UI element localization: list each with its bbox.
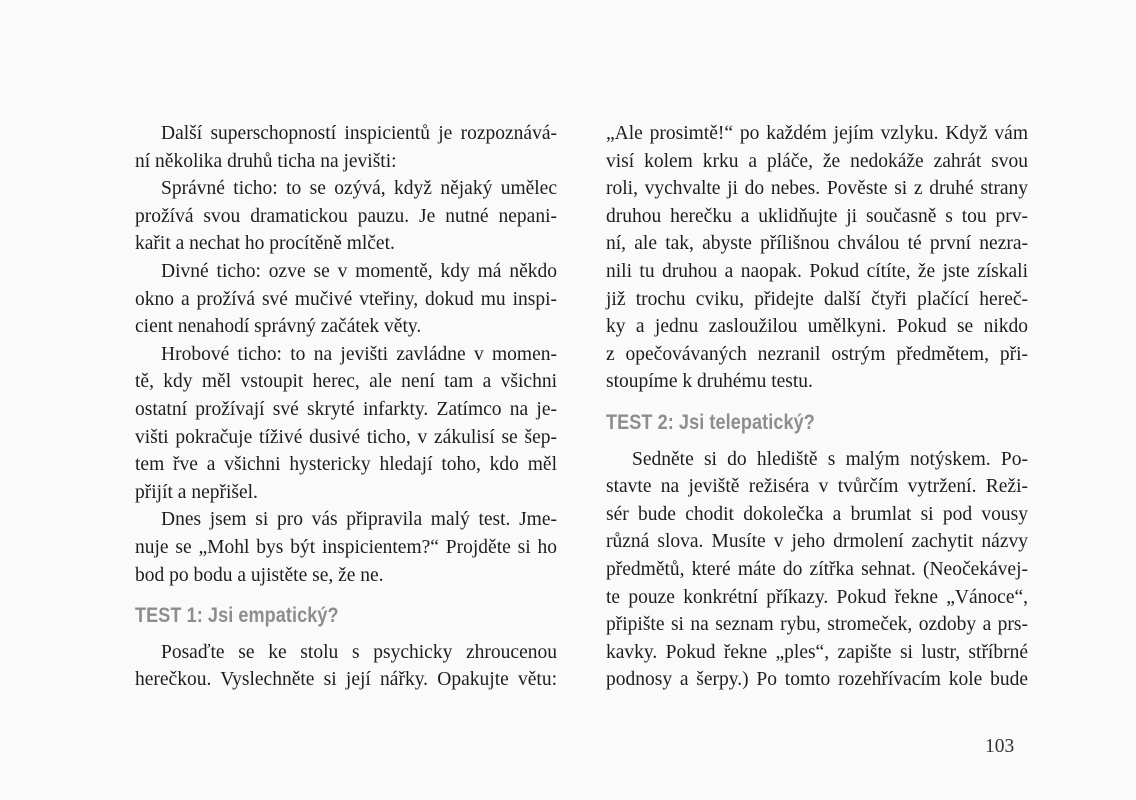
text-line: z opečovávaných nezranil ostrým předmětem, při- xyxy=(606,343,1028,365)
text-line: Sedněte si do hlediště s malým notýskem. Po- xyxy=(632,448,1028,470)
text-line: tě, kdy měl vstoupit herec, ale není tam a všichni xyxy=(135,371,557,393)
text-line: ostatní prožívají své skryté infarkty. Zatímco na je- xyxy=(135,398,557,420)
text-line: okno a prožívá své mučivé vteřiny, dokud mu inspi- xyxy=(135,288,557,310)
text-line: herečkou. Vyslechněte si její nářky. Opakujte větu: xyxy=(135,669,557,691)
left-text-column xyxy=(135,120,557,694)
text-line: ky a jednu zasloužilou umělkyni. Pokud se nikdo xyxy=(606,316,1028,338)
text-line: předmětů, které máte do zítřka sehnat. (Neočekávej- xyxy=(606,558,1028,580)
text-line: již trochu cviku, přidejte další čtyři plačící hereč- xyxy=(606,288,1028,310)
text-line: roli, vychvalte ji do nebes. Pověste si z druhé strany xyxy=(606,178,1028,200)
text-line: Divné ticho: ozve se v momentě, kdy má někdo xyxy=(161,260,557,282)
text-line: ní, ale tak, abyste přílišnou chválou té první nezra- xyxy=(606,233,1028,255)
text-line: Dnes jsem si pro vás připravila malý test. Jme- xyxy=(161,509,557,531)
text-line: nuje se „Mohl bys být inspicientem?“ Projděte si ho xyxy=(135,536,557,558)
text-line: sér bude chodit dokolečka a brumlat si pod vousy xyxy=(606,503,1028,525)
text-line: Posaďte se ke stolu s psychicky zhroucenou xyxy=(161,641,557,663)
page-number: 103 xyxy=(985,736,1015,757)
text-line: cient nenahodí správný začátek věty. xyxy=(135,316,422,338)
text-line: připište si na seznam rybu, stromeček, ozdoby a prs- xyxy=(606,614,1028,636)
paragraph xyxy=(606,446,1028,694)
paragraph xyxy=(135,175,557,258)
paragraph xyxy=(135,639,557,694)
text-line: bod po bodu a ujistěte se, že ne. xyxy=(135,564,384,586)
text-line: te pouze konkrétní příkazy. Pokud řekne „Vánoce“, xyxy=(606,586,1028,608)
text-line: podnosy a šerpy.) Po tomto rozehřívacím kole bude xyxy=(606,669,1028,691)
text-line: Hrobové ticho: to na jevišti zavládne v momen- xyxy=(161,343,557,365)
text-line: „Ale prosimtě!“ po každém jejím vzlyku. Když vám xyxy=(606,123,1028,144)
right-text-column xyxy=(606,120,1028,694)
section-heading: TEST 2: Jsi telepatický? xyxy=(606,410,815,434)
paragraph xyxy=(135,120,557,175)
text-line: stavte na jeviště režiséra v tvůrčím vytržení. Reži- xyxy=(606,476,1028,498)
text-line: kařit a nechat ho procítěně mlčet. xyxy=(135,233,395,255)
text-line: stoupíme k druhému testu. xyxy=(606,371,813,393)
text-line: Správné ticho: to se ozývá, když nějaký umělec xyxy=(161,178,557,200)
paragraph xyxy=(135,258,557,341)
text-line: různá slova. Musíte v jeho drmolení zachytit názvy xyxy=(606,531,1028,553)
text-line: Další superschopností inspicientů je rozpoznává- xyxy=(161,123,557,144)
text-line: prožívá svou dramatickou pauzu. Je nutné nepani- xyxy=(135,205,557,227)
text-line: tem řve a všichni hystericky hledají toho, kdo měl xyxy=(135,454,557,476)
section-heading: TEST 1: Jsi empatický? xyxy=(135,604,339,628)
paragraph xyxy=(135,506,557,589)
text-line: kavky. Pokud řekne „ples“, zapište si lustr, stříbrné xyxy=(606,641,1028,663)
text-line: nili tu druhou a naopak. Pokud cítíte, že jste získali xyxy=(606,260,1028,282)
paragraph xyxy=(135,341,557,507)
text-line: ní několika druhů ticha na jevišti: xyxy=(135,150,397,172)
text-line: visí kolem krku a pláče, že nedokáže zahrát svou xyxy=(606,150,1028,172)
text-line: druhou herečku a uklidňujte ji současně s tou prv- xyxy=(606,205,1028,227)
text-line: přijít a nepřišel. xyxy=(135,481,258,503)
paragraph xyxy=(606,120,1028,396)
text-line: višti pokračuje tíživé dusivé ticho, v zákulisí se šep- xyxy=(135,426,557,448)
